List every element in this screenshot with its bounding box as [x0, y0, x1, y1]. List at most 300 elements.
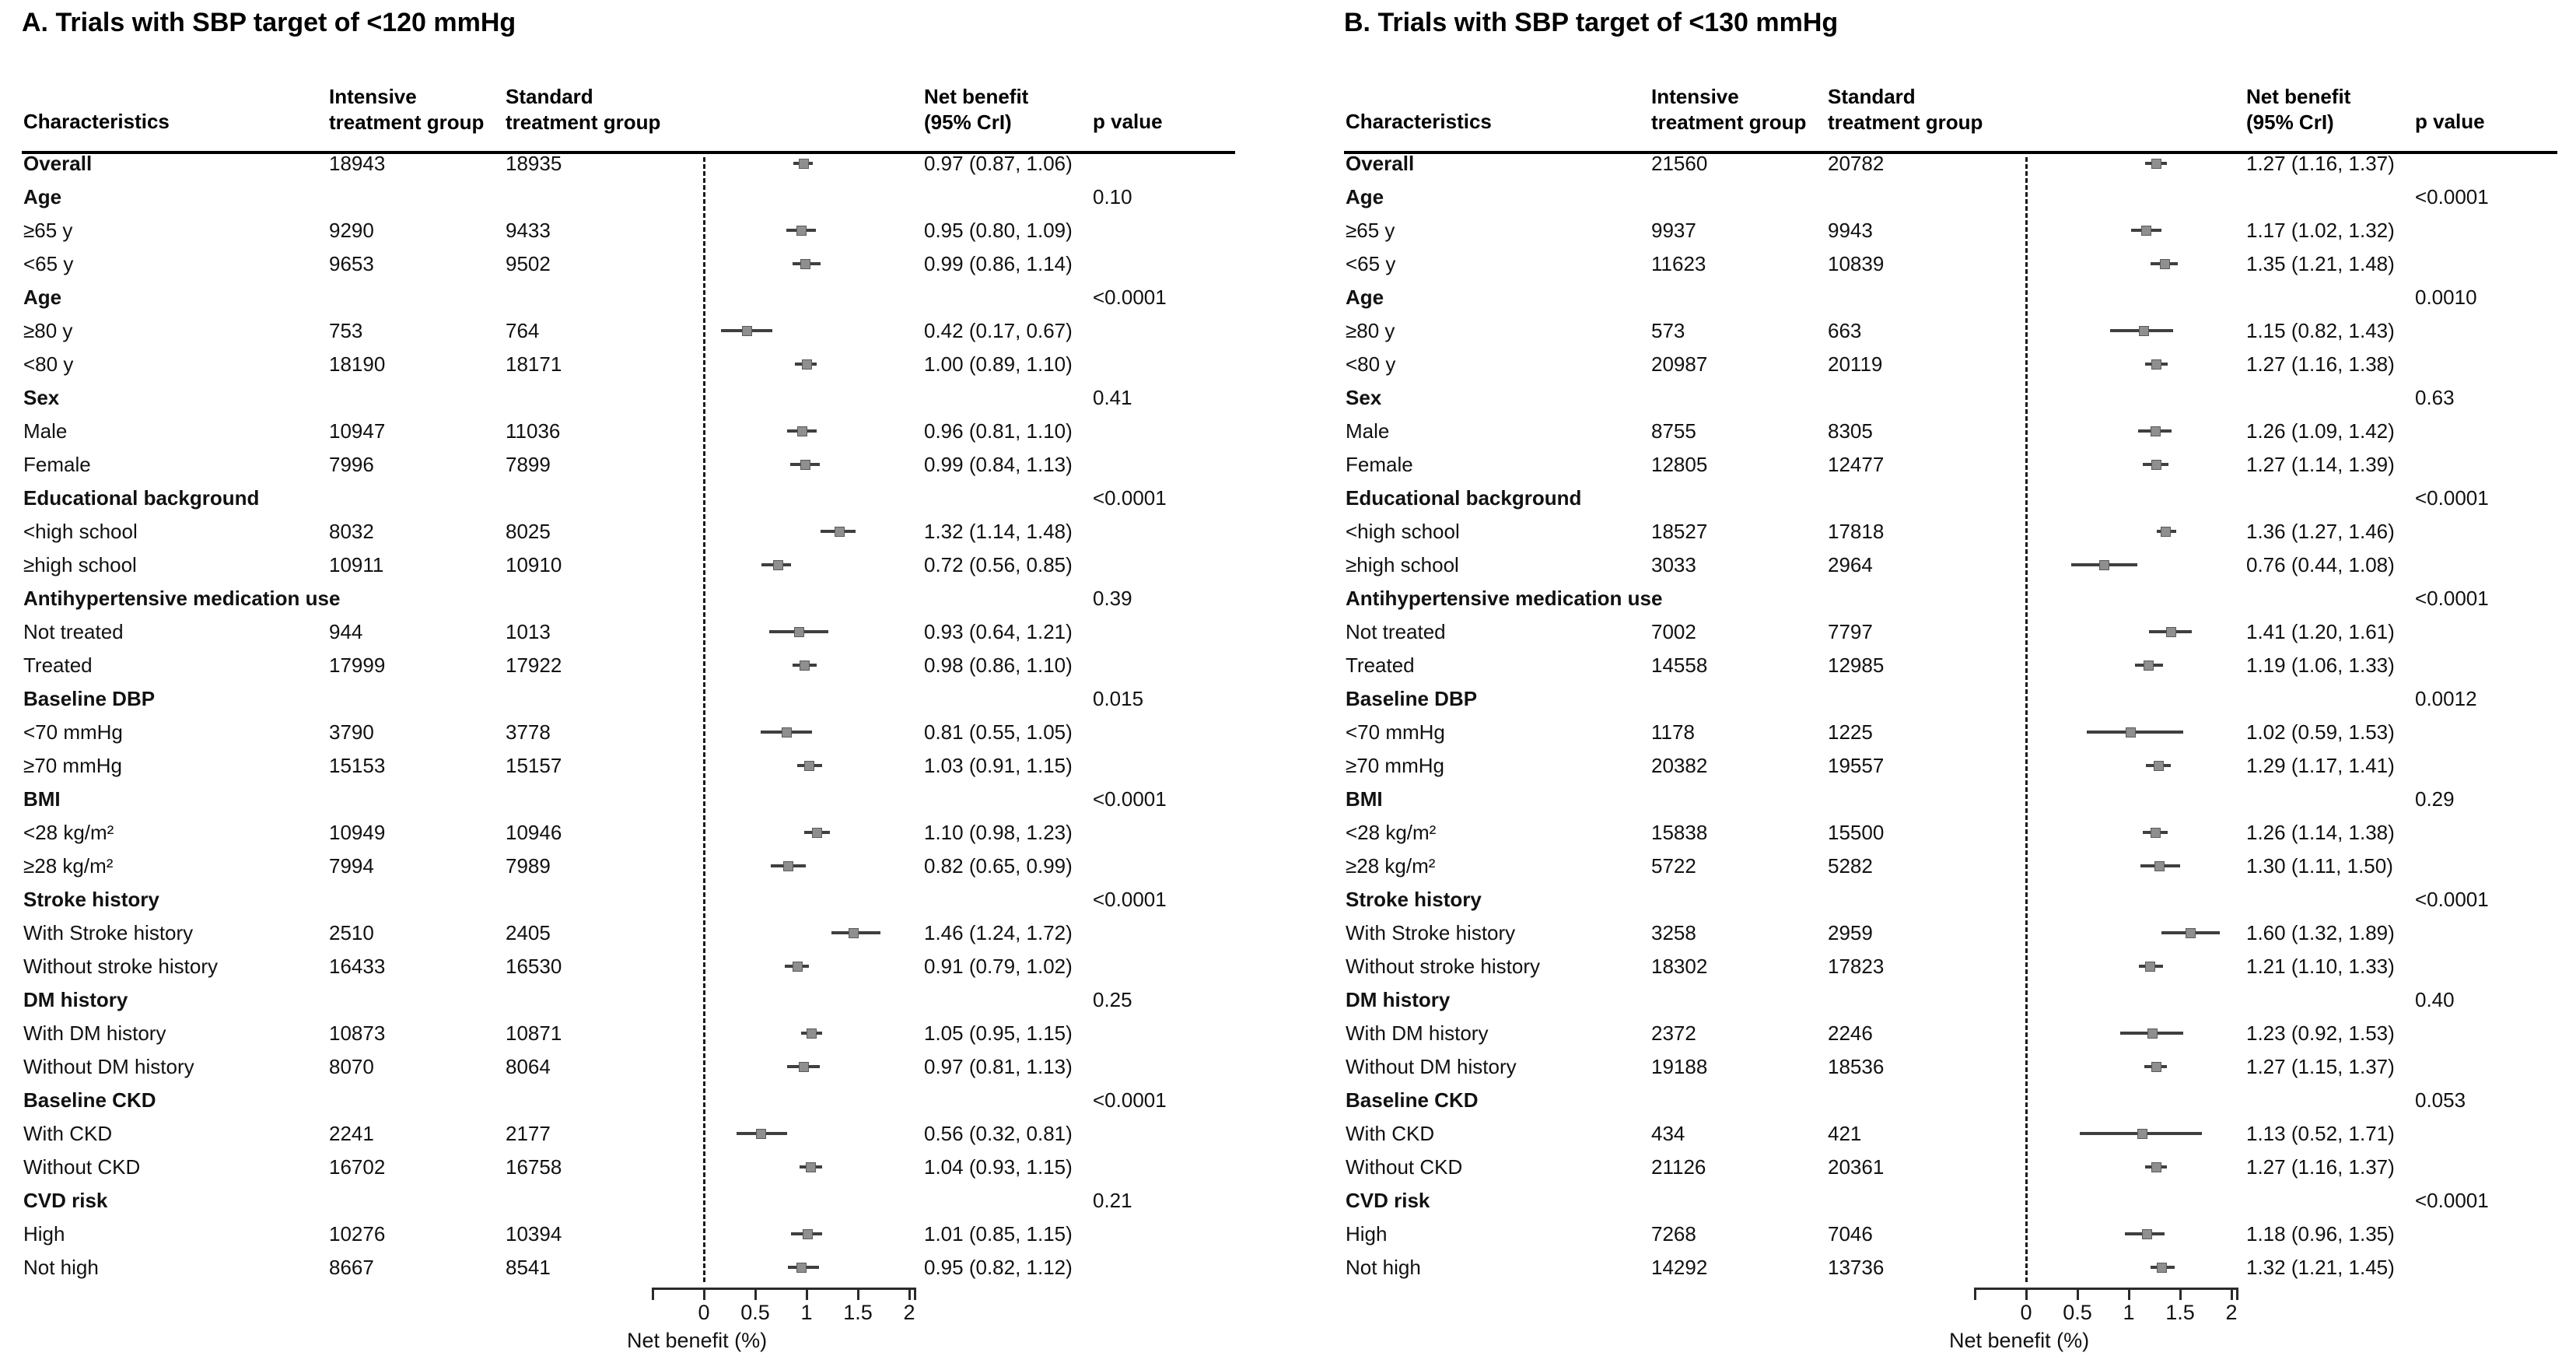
- group-label: Age: [1346, 286, 1384, 309]
- intensive-n: 16433: [329, 955, 386, 978]
- point-estimate-marker: [2141, 226, 2151, 236]
- point-estimate-marker: [742, 326, 752, 336]
- characteristic-label: Male: [1346, 419, 1390, 443]
- intensive-n: 18527: [1651, 520, 1708, 543]
- characteristic-label: Without CKD: [1346, 1155, 1463, 1179]
- net-benefit-ci-text: 1.02 (0.59, 1.53): [2246, 720, 2395, 744]
- intensive-n: 8667: [329, 1256, 374, 1279]
- point-estimate-marker: [812, 828, 822, 838]
- zero-reference-line: [2025, 157, 2028, 1282]
- characteristic-label: Female: [23, 453, 91, 476]
- column-header-net-benefit: Net benefit (95% CrI): [2246, 85, 2351, 135]
- p-value: <0.0001: [1093, 286, 1167, 309]
- net-benefit-ci-text: 0.82 (0.65, 0.99): [924, 854, 1073, 878]
- group-label: Baseline CKD: [23, 1088, 156, 1112]
- column-header-standard: Standard treatment group: [506, 85, 661, 135]
- intensive-n: 8755: [1651, 419, 1696, 443]
- net-benefit-ci-text: 0.95 (0.80, 1.09): [924, 219, 1073, 242]
- group-label: Age: [23, 185, 62, 208]
- net-benefit-ci-text: 0.72 (0.56, 0.85): [924, 553, 1073, 576]
- intensive-n: 3790: [329, 720, 374, 744]
- characteristic-label: <80 y: [23, 352, 74, 376]
- zero-reference-line: [703, 157, 705, 1282]
- intensive-n: 7002: [1651, 620, 1696, 643]
- point-estimate-marker: [2137, 1129, 2147, 1139]
- standard-n: 17818: [1828, 520, 1885, 543]
- panel-a-title: A. Trials with SBP target of <120 mmHg: [22, 8, 516, 37]
- characteristic-label: ≥28 kg/m²: [23, 854, 114, 878]
- intensive-n: 10276: [329, 1222, 386, 1246]
- p-value: 0.25: [1093, 988, 1132, 1011]
- p-value: 0.21: [1093, 1189, 1132, 1212]
- intensive-n: 9653: [329, 252, 374, 275]
- p-value: <0.0001: [1093, 888, 1167, 911]
- point-estimate-marker: [796, 1263, 807, 1273]
- characteristic-label: ≥80 y: [1346, 319, 1395, 342]
- x-axis-label: Net benefit (%): [627, 1329, 768, 1352]
- point-estimate-marker: [797, 426, 807, 436]
- standard-n: 18171: [506, 352, 562, 376]
- column-header-p-value: p value: [1093, 110, 1163, 133]
- intensive-n: 5722: [1651, 854, 1696, 878]
- net-benefit-ci-text: 1.27 (1.14, 1.39): [2246, 453, 2395, 476]
- intensive-n: 12805: [1651, 453, 1708, 476]
- standard-n: 9433: [506, 219, 551, 242]
- net-benefit-ci-text: 1.36 (1.27, 1.46): [2246, 520, 2395, 543]
- x-tick-label: 1: [2123, 1301, 2135, 1324]
- p-value: <0.0001: [2415, 486, 2489, 510]
- standard-n: 10946: [506, 821, 562, 844]
- net-benefit-ci-text: 0.56 (0.32, 0.81): [924, 1122, 1073, 1145]
- point-estimate-marker: [804, 761, 814, 771]
- point-estimate-marker: [2144, 660, 2154, 671]
- x-axis-tick: [2025, 1288, 2028, 1300]
- standard-n: 764: [506, 319, 540, 342]
- standard-n: 10871: [506, 1021, 562, 1045]
- group-label: DM history: [23, 988, 128, 1011]
- characteristic-label: Treated: [1346, 653, 1415, 677]
- standard-n: 663: [1828, 319, 1862, 342]
- standard-n: 18536: [1828, 1055, 1885, 1078]
- characteristic-label: ≥65 y: [1346, 219, 1395, 242]
- point-estimate-marker: [2154, 761, 2164, 771]
- group-label: Baseline CKD: [1346, 1088, 1479, 1112]
- intensive-n: 8070: [329, 1055, 374, 1078]
- net-benefit-ci-text: 1.32 (1.14, 1.48): [924, 520, 1073, 543]
- intensive-n: 18943: [329, 152, 386, 175]
- point-estimate-marker: [849, 928, 859, 938]
- group-label: DM history: [1346, 988, 1451, 1011]
- standard-n: 15500: [1828, 821, 1885, 844]
- intensive-n: 2241: [329, 1122, 374, 1145]
- x-axis-tick: [857, 1288, 859, 1300]
- point-estimate-marker: [2166, 627, 2176, 637]
- x-axis-label: Net benefit (%): [1949, 1329, 2090, 1352]
- standard-n: 2964: [1828, 553, 1873, 576]
- characteristic-label: <high school: [1346, 520, 1460, 543]
- x-axis-tick: [908, 1288, 911, 1300]
- net-benefit-ci-text: 1.04 (0.93, 1.15): [924, 1155, 1073, 1179]
- net-benefit-ci-text: 0.99 (0.84, 1.13): [924, 453, 1073, 476]
- intensive-n: 10873: [329, 1021, 386, 1045]
- intensive-n: 15838: [1651, 821, 1708, 844]
- net-benefit-ci-text: 1.27 (1.16, 1.37): [2246, 1155, 2395, 1179]
- standard-n: 15157: [506, 754, 562, 777]
- characteristic-label: ≥high school: [1346, 553, 1459, 576]
- point-estimate-marker: [799, 1062, 809, 1072]
- standard-n: 10394: [506, 1222, 562, 1246]
- group-label: Educational background: [23, 486, 260, 510]
- net-benefit-ci-text: 1.18 (0.96, 1.35): [2246, 1222, 2395, 1246]
- intensive-n: 11623: [1651, 252, 1706, 275]
- net-benefit-ci-text: 1.03 (0.91, 1.15): [924, 754, 1073, 777]
- characteristic-label: High: [23, 1222, 65, 1246]
- point-estimate-marker: [2157, 1263, 2167, 1273]
- column-header-standard: Standard treatment group: [1828, 85, 1983, 135]
- characteristic-label: Overall: [23, 152, 93, 175]
- column-header-net-benefit: Net benefit (95% CrI): [924, 85, 1029, 135]
- intensive-n: 944: [329, 620, 363, 643]
- x-tick-label: 0.5: [740, 1301, 770, 1324]
- point-estimate-marker: [782, 727, 792, 738]
- p-value: <0.0001: [2415, 1189, 2489, 1212]
- characteristic-label: ≥70 mmHg: [1346, 754, 1444, 777]
- net-benefit-ci-text: 1.60 (1.32, 1.89): [2246, 921, 2395, 944]
- group-label: CVD risk: [23, 1189, 108, 1212]
- point-estimate-marker: [794, 627, 804, 637]
- net-benefit-ci-text: 0.42 (0.17, 0.67): [924, 319, 1073, 342]
- standard-n: 2959: [1828, 921, 1873, 944]
- net-benefit-ci-text: 1.27 (1.16, 1.37): [2246, 152, 2395, 175]
- characteristic-label: Male: [23, 419, 68, 443]
- standard-n: 17922: [506, 653, 562, 677]
- point-estimate-marker: [796, 226, 807, 236]
- point-estimate-marker: [2099, 560, 2109, 570]
- intensive-n: 20382: [1651, 754, 1708, 777]
- column-header-intensive: Intensive treatment group: [1651, 85, 1807, 135]
- net-benefit-ci-text: 0.97 (0.87, 1.06): [924, 152, 1073, 175]
- x-tick-label: 0.5: [2063, 1301, 2092, 1324]
- group-label: Educational background: [1346, 486, 1582, 510]
- characteristic-label: Without stroke history: [23, 955, 218, 978]
- characteristic-label: Without DM history: [1346, 1055, 1517, 1078]
- standard-n: 20361: [1828, 1155, 1885, 1179]
- standard-n: 16530: [506, 955, 562, 978]
- net-benefit-ci-text: 1.21 (1.10, 1.33): [2246, 955, 2395, 978]
- point-estimate-marker: [2139, 326, 2149, 336]
- intensive-n: 10947: [329, 419, 386, 443]
- point-estimate-marker: [2151, 1062, 2161, 1072]
- p-value: 0.29: [2415, 787, 2455, 811]
- net-benefit-ci-text: 1.32 (1.21, 1.45): [2246, 1256, 2395, 1279]
- x-axis-tick: [2179, 1288, 2182, 1300]
- intensive-n: 7994: [329, 854, 374, 878]
- characteristic-label: ≥70 mmHg: [23, 754, 122, 777]
- intensive-n: 10911: [329, 553, 384, 576]
- net-benefit-ci-text: 1.46 (1.24, 1.72): [924, 921, 1073, 944]
- characteristic-label: Female: [1346, 453, 1413, 476]
- intensive-n: 18302: [1651, 955, 1708, 978]
- intensive-n: 15153: [329, 754, 386, 777]
- x-axis-end-tick: [1974, 1288, 1976, 1300]
- characteristic-label: Not treated: [1346, 620, 1446, 643]
- intensive-n: 753: [329, 319, 363, 342]
- point-estimate-marker: [2151, 159, 2161, 169]
- net-benefit-ci-text: 1.17 (1.02, 1.32): [2246, 219, 2395, 242]
- net-benefit-ci-text: 0.97 (0.81, 1.13): [924, 1055, 1073, 1078]
- net-benefit-ci-text: 1.13 (0.52, 1.71): [2246, 1122, 2395, 1145]
- x-axis-end-tick: [652, 1288, 654, 1300]
- point-estimate-marker: [803, 1229, 813, 1239]
- point-estimate-marker: [2160, 259, 2170, 269]
- intensive-n: 21126: [1651, 1155, 1706, 1179]
- standard-n: 1225: [1828, 720, 1873, 744]
- intensive-n: 3258: [1651, 921, 1696, 944]
- intensive-n: 2510: [329, 921, 374, 944]
- point-estimate-marker: [2126, 727, 2136, 738]
- standard-n: 12477: [1828, 453, 1885, 476]
- standard-n: 20119: [1828, 352, 1883, 376]
- intensive-n: 20987: [1651, 352, 1708, 376]
- point-estimate-marker: [2186, 928, 2196, 938]
- intensive-n: 7268: [1651, 1222, 1696, 1246]
- characteristic-label: Without stroke history: [1346, 955, 1540, 978]
- x-tick-label: 0: [698, 1301, 710, 1324]
- intensive-n: 2372: [1651, 1021, 1696, 1045]
- point-estimate-marker: [2147, 1028, 2158, 1039]
- point-estimate-marker: [800, 660, 810, 671]
- intensive-n: 17999: [329, 653, 386, 677]
- characteristic-label: ≥28 kg/m²: [1346, 854, 1436, 878]
- net-benefit-ci-text: 0.93 (0.64, 1.21): [924, 620, 1073, 643]
- intensive-n: 1178: [1651, 720, 1695, 744]
- panel-b: [1322, 0, 2576, 1363]
- characteristic-label: Not treated: [23, 620, 124, 643]
- p-value: <0.0001: [1093, 787, 1167, 811]
- characteristic-label: Without CKD: [23, 1155, 141, 1179]
- net-benefit-ci-text: 0.95 (0.82, 1.12): [924, 1256, 1073, 1279]
- standard-n: 8064: [506, 1055, 551, 1078]
- standard-n: 13736: [1828, 1256, 1885, 1279]
- net-benefit-ci-text: 1.30 (1.11, 1.50): [2246, 854, 2393, 878]
- x-tick-label: 1.5: [2165, 1301, 2195, 1324]
- standard-n: 18935: [506, 152, 562, 175]
- standard-n: 9943: [1828, 219, 1873, 242]
- standard-n: 7046: [1828, 1222, 1873, 1246]
- group-label: Age: [1346, 185, 1384, 208]
- characteristic-label: Not high: [1346, 1256, 1421, 1279]
- p-value: <0.0001: [1093, 486, 1167, 510]
- net-benefit-ci-text: 0.76 (0.44, 1.08): [2246, 553, 2395, 576]
- characteristic-label: ≥high school: [23, 553, 137, 576]
- standard-n: 19557: [1828, 754, 1885, 777]
- point-estimate-marker: [835, 527, 845, 537]
- intensive-n: 3033: [1651, 553, 1696, 576]
- x-tick-label: 1.5: [843, 1301, 873, 1324]
- point-estimate-marker: [2161, 527, 2171, 537]
- p-value: 0.40: [2415, 988, 2455, 1011]
- standard-n: 20782: [1828, 152, 1885, 175]
- net-benefit-ci-text: 0.81 (0.55, 1.05): [924, 720, 1073, 744]
- p-value: <0.0001: [1093, 1088, 1167, 1112]
- characteristic-label: ≥65 y: [23, 219, 73, 242]
- x-axis-tick: [806, 1288, 808, 1300]
- net-benefit-ci-text: 0.99 (0.86, 1.14): [924, 252, 1073, 275]
- point-estimate-marker: [756, 1129, 766, 1139]
- characteristic-label: <70 mmHg: [23, 720, 123, 744]
- standard-n: 16758: [506, 1155, 562, 1179]
- net-benefit-ci-text: 0.91 (0.79, 1.02): [924, 955, 1073, 978]
- characteristic-label: Overall: [1346, 152, 1415, 175]
- group-label: Age: [23, 286, 62, 309]
- intensive-n: 19188: [1651, 1055, 1708, 1078]
- point-estimate-marker: [807, 1028, 817, 1039]
- group-label: BMI: [1346, 787, 1383, 811]
- point-estimate-marker: [800, 460, 810, 470]
- x-axis-tick: [2077, 1288, 2079, 1300]
- point-estimate-marker: [783, 861, 793, 871]
- x-axis-line: [653, 1288, 915, 1290]
- point-estimate-marker: [2154, 861, 2165, 871]
- column-header-characteristics: Characteristics: [23, 110, 170, 133]
- intensive-n: 18190: [329, 352, 386, 376]
- group-label: Sex: [23, 386, 60, 409]
- x-tick-label: 2: [903, 1301, 915, 1324]
- p-value: 0.0010: [2415, 286, 2477, 309]
- standard-n: 421: [1828, 1122, 1862, 1145]
- p-value: <0.0001: [2415, 587, 2489, 610]
- x-tick-label: 1: [800, 1301, 813, 1324]
- intensive-n: 8032: [329, 520, 374, 543]
- x-tick-label: 2: [2225, 1301, 2238, 1324]
- characteristic-label: <70 mmHg: [1346, 720, 1445, 744]
- standard-n: 10910: [506, 553, 562, 576]
- standard-n: 7797: [1828, 620, 1873, 643]
- standard-n: 8305: [1828, 419, 1873, 443]
- standard-n: 8025: [506, 520, 551, 543]
- column-header-p-value: p value: [2415, 110, 2485, 133]
- characteristic-label: With CKD: [1346, 1122, 1435, 1145]
- intensive-n: 10949: [329, 821, 386, 844]
- characteristic-label: <28 kg/m²: [1346, 821, 1437, 844]
- point-estimate-marker: [800, 259, 810, 269]
- intensive-n: 9937: [1651, 219, 1696, 242]
- p-value: 0.10: [1093, 185, 1132, 208]
- group-label: Stroke history: [1346, 888, 1482, 911]
- x-axis-end-tick: [2236, 1288, 2238, 1300]
- x-tick-label: 0: [2020, 1301, 2032, 1324]
- intensive-n: 16702: [329, 1155, 386, 1179]
- point-estimate-marker: [793, 962, 803, 972]
- net-benefit-ci-text: 1.05 (0.95, 1.15): [924, 1021, 1073, 1045]
- p-value: 0.41: [1093, 386, 1132, 409]
- characteristic-label: With DM history: [1346, 1021, 1489, 1045]
- characteristic-label: With CKD: [23, 1122, 113, 1145]
- p-value: 0.63: [2415, 386, 2455, 409]
- characteristic-label: <65 y: [23, 252, 74, 275]
- characteristic-label: Without DM history: [23, 1055, 194, 1078]
- point-estimate-marker: [2142, 1229, 2152, 1239]
- x-axis-tick: [703, 1288, 705, 1300]
- point-estimate-marker: [2151, 828, 2161, 838]
- x-axis-end-tick: [914, 1288, 916, 1300]
- characteristic-label: With Stroke history: [1346, 921, 1516, 944]
- standard-n: 12985: [1828, 653, 1885, 677]
- group-label: Antihypertensive medication use: [23, 587, 341, 610]
- intensive-n: 21560: [1651, 152, 1708, 175]
- point-estimate-marker: [2145, 962, 2155, 972]
- point-estimate-marker: [802, 359, 812, 370]
- net-benefit-ci-text: 1.27 (1.15, 1.37): [2246, 1055, 2395, 1078]
- x-axis-tick: [2231, 1288, 2233, 1300]
- net-benefit-ci-text: 1.15 (0.82, 1.43): [2246, 319, 2395, 342]
- characteristic-label: With DM history: [23, 1021, 166, 1045]
- characteristic-label: <80 y: [1346, 352, 1396, 376]
- p-value: 0.39: [1093, 587, 1132, 610]
- standard-n: 8541: [506, 1256, 551, 1279]
- standard-n: 11036: [506, 419, 561, 443]
- standard-n: 2246: [1828, 1021, 1873, 1045]
- net-benefit-ci-text: 1.23 (0.92, 1.53): [2246, 1021, 2395, 1045]
- standard-n: 3778: [506, 720, 551, 744]
- group-label: Antihypertensive medication use: [1346, 587, 1663, 610]
- group-label: CVD risk: [1346, 1189, 1430, 1212]
- net-benefit-ci-text: 1.00 (0.89, 1.10): [924, 352, 1073, 376]
- point-estimate-marker: [2151, 460, 2161, 470]
- point-estimate-marker: [806, 1162, 816, 1172]
- column-header-intensive: Intensive treatment group: [329, 85, 485, 135]
- p-value: 0.015: [1093, 687, 1144, 710]
- characteristic-label: With Stroke history: [23, 921, 194, 944]
- p-value: 0.053: [2415, 1088, 2466, 1112]
- intensive-n: 14558: [1651, 653, 1708, 677]
- group-label: BMI: [23, 787, 61, 811]
- net-benefit-ci-text: 1.26 (1.14, 1.38): [2246, 821, 2395, 844]
- characteristic-label: <high school: [23, 520, 138, 543]
- standard-n: 9502: [506, 252, 551, 275]
- standard-n: 2405: [506, 921, 551, 944]
- p-value: 0.0012: [2415, 687, 2477, 710]
- column-header-characteristics: Characteristics: [1346, 110, 1492, 133]
- intensive-n: 573: [1651, 319, 1685, 342]
- p-value: <0.0001: [2415, 185, 2489, 208]
- net-benefit-ci-text: 1.35 (1.21, 1.48): [2246, 252, 2395, 275]
- standard-n: 10839: [1828, 252, 1885, 275]
- net-benefit-ci-text: 1.41 (1.20, 1.61): [2246, 620, 2395, 643]
- point-estimate-marker: [2151, 1162, 2161, 1172]
- x-axis-line: [1975, 1288, 2237, 1290]
- characteristic-label: <28 kg/m²: [23, 821, 114, 844]
- group-label: Baseline DBP: [23, 687, 156, 710]
- point-estimate-marker: [2151, 426, 2161, 436]
- x-axis-tick: [2128, 1288, 2130, 1300]
- net-benefit-ci-text: 1.26 (1.09, 1.42): [2246, 419, 2395, 443]
- net-benefit-ci-text: 1.27 (1.16, 1.38): [2246, 352, 2395, 376]
- standard-n: 2177: [506, 1122, 551, 1145]
- net-benefit-ci-text: 1.29 (1.17, 1.41): [2246, 754, 2395, 777]
- net-benefit-ci-text: 0.98 (0.86, 1.10): [924, 653, 1073, 677]
- group-label: Sex: [1346, 386, 1382, 409]
- intensive-n: 9290: [329, 219, 374, 242]
- standard-n: 1013: [506, 620, 551, 643]
- characteristic-label: Not high: [23, 1256, 99, 1279]
- group-label: Stroke history: [23, 888, 159, 911]
- p-value: <0.0001: [2415, 888, 2489, 911]
- standard-n: 17823: [1828, 955, 1885, 978]
- characteristic-label: ≥80 y: [23, 319, 73, 342]
- net-benefit-ci-text: 1.01 (0.85, 1.15): [924, 1222, 1073, 1246]
- characteristic-label: High: [1346, 1222, 1388, 1246]
